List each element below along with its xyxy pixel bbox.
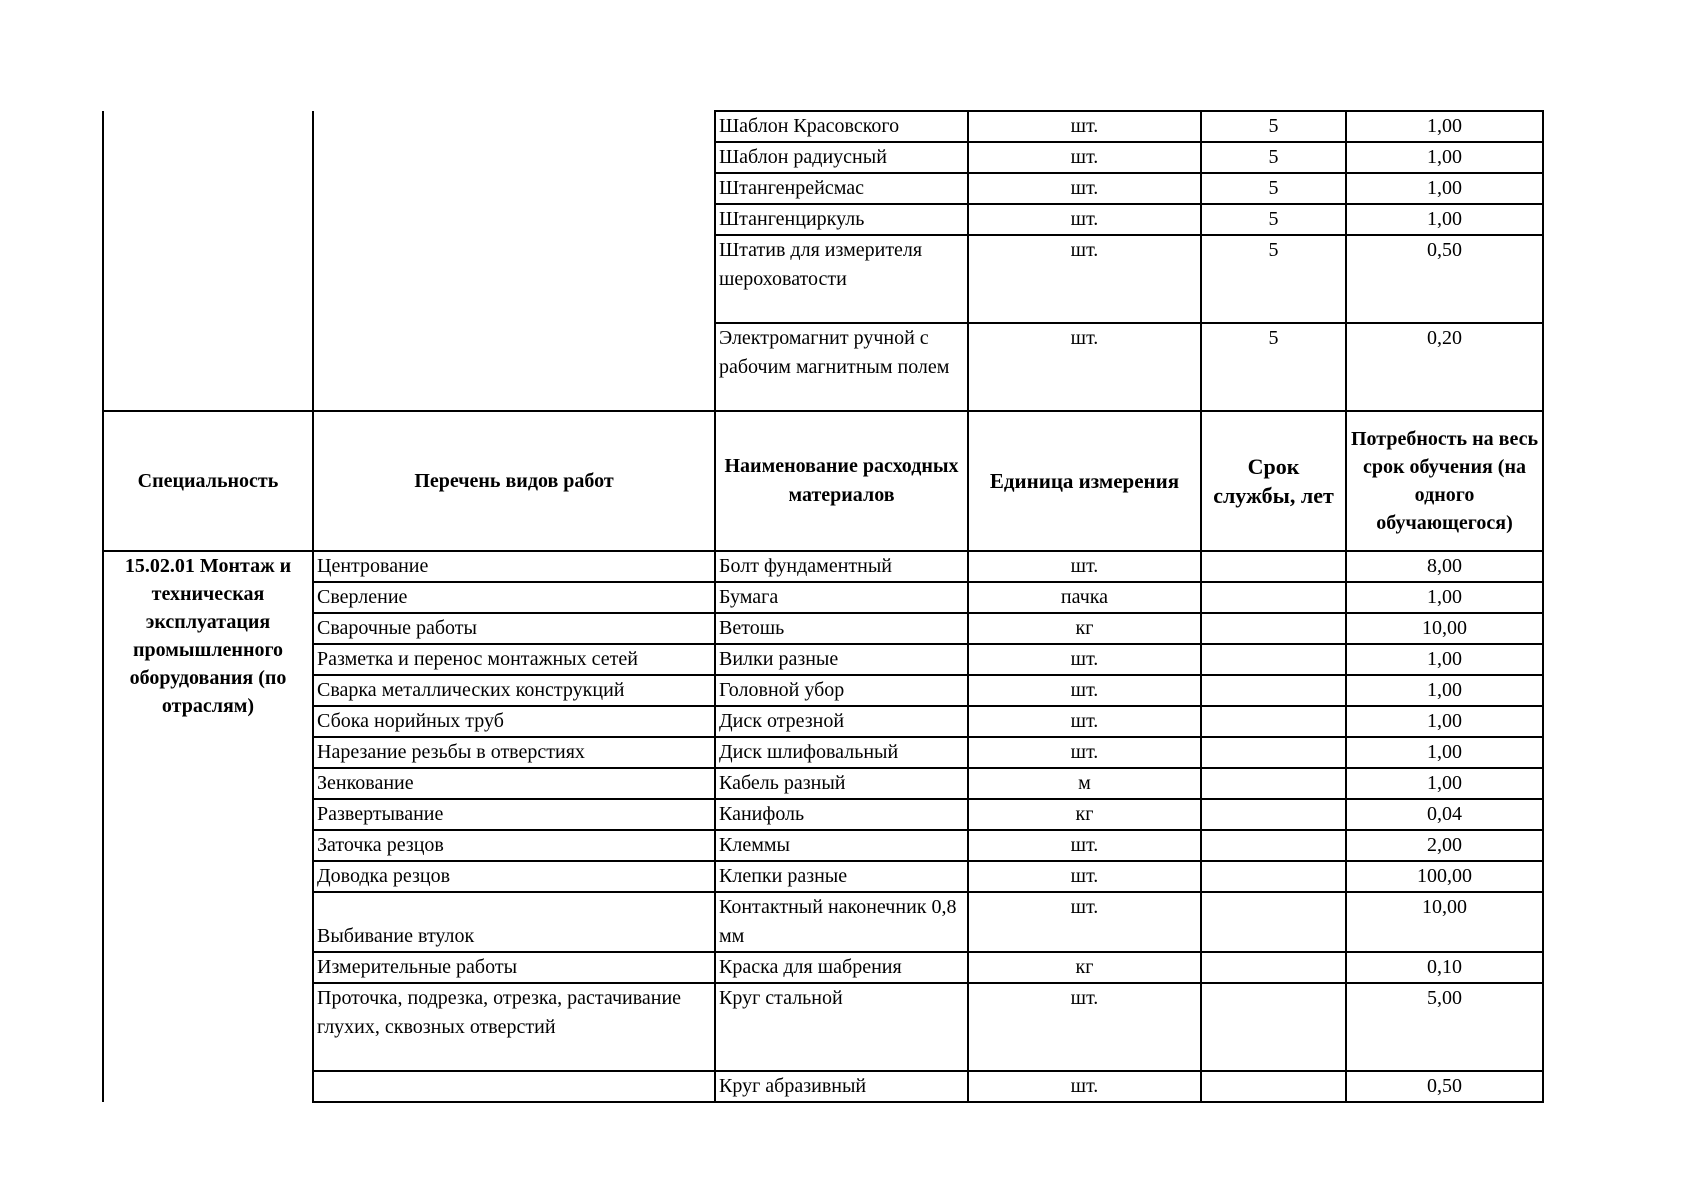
life-cell xyxy=(1201,613,1346,644)
empty-specialty-cell xyxy=(103,111,313,411)
table-row xyxy=(103,830,1543,861)
header-row xyxy=(103,411,1543,551)
life-cell xyxy=(1201,582,1346,613)
header-unit: Единица измерения xyxy=(968,411,1201,551)
material-name: Электромагнит ручной с рабочим магнитным полем xyxy=(715,323,968,411)
table-row xyxy=(103,706,1543,737)
need-cell: 5,00 xyxy=(1346,983,1543,1071)
empty-works-cell xyxy=(313,111,715,411)
life-cell xyxy=(1201,1071,1346,1102)
unit-cell: пачка xyxy=(968,582,1201,613)
work-cell: Проточка, подрезка, отрезка, растачивание глухих, сквозных отверстий xyxy=(313,983,715,1071)
life-cell: 5 xyxy=(1201,173,1346,204)
work-cell: Нарезание резьбы в отверстиях xyxy=(313,737,715,768)
material-name: Круг абразивный xyxy=(715,1071,968,1102)
specialty-cell: 15.02.01 Монтаж и техническая эксплуатация промышленного оборудования (по отраслям) xyxy=(103,551,313,1102)
material-name: Бумага xyxy=(715,582,968,613)
unit-cell: кг xyxy=(968,799,1201,830)
work-cell: Центрование xyxy=(313,551,715,582)
material-name: Краска для шабрения xyxy=(715,952,968,983)
need-cell: 2,00 xyxy=(1346,830,1543,861)
need-cell: 1,00 xyxy=(1346,142,1543,173)
work-cell: Сбока норийных труб xyxy=(313,706,715,737)
unit-cell: шт. xyxy=(968,323,1201,411)
materials-table xyxy=(102,110,1544,1103)
unit-cell: шт. xyxy=(968,983,1201,1071)
unit-cell: шт. xyxy=(968,675,1201,706)
header-specialty: Специальность xyxy=(103,411,313,551)
table-row xyxy=(103,952,1543,983)
life-cell xyxy=(1201,830,1346,861)
table-row xyxy=(103,675,1543,706)
work-cell: Сверление xyxy=(313,582,715,613)
work-cell: Развертывание xyxy=(313,799,715,830)
life-cell xyxy=(1201,952,1346,983)
need-cell: 0,50 xyxy=(1346,1071,1543,1102)
need-cell: 1,00 xyxy=(1346,111,1543,142)
header-materials: Наименование расходных материалов xyxy=(715,411,968,551)
need-cell: 0,50 xyxy=(1346,235,1543,323)
table-row xyxy=(103,892,1543,952)
life-cell xyxy=(1201,706,1346,737)
unit-cell: м xyxy=(968,768,1201,799)
material-name: Штангенрейсмас xyxy=(715,173,968,204)
life-cell: 5 xyxy=(1201,111,1346,142)
need-cell: 1,00 xyxy=(1346,173,1543,204)
unit-cell: кг xyxy=(968,952,1201,983)
unit-cell: шт. xyxy=(968,235,1201,323)
table-row xyxy=(103,582,1543,613)
table-row xyxy=(103,111,1543,142)
need-cell: 100,00 xyxy=(1346,861,1543,892)
life-cell xyxy=(1201,768,1346,799)
material-name: Болт фундаментный xyxy=(715,551,968,582)
unit-cell: шт. xyxy=(968,892,1201,952)
need-cell: 0,04 xyxy=(1346,799,1543,830)
material-name: Шаблон радиусный xyxy=(715,142,968,173)
material-name: Круг стальной xyxy=(715,983,968,1071)
life-cell: 5 xyxy=(1201,323,1346,411)
work-cell xyxy=(313,1071,715,1102)
table-row xyxy=(103,768,1543,799)
life-cell xyxy=(1201,644,1346,675)
material-name: Клеммы xyxy=(715,830,968,861)
life-cell xyxy=(1201,799,1346,830)
need-cell: 1,00 xyxy=(1346,582,1543,613)
material-name: Ветошь xyxy=(715,613,968,644)
work-cell: Сварка металлических конструкций xyxy=(313,675,715,706)
work-cell: Измерительные работы xyxy=(313,952,715,983)
need-cell: 10,00 xyxy=(1346,892,1543,952)
unit-cell: шт. xyxy=(968,551,1201,582)
table-row xyxy=(103,799,1543,830)
need-cell: 1,00 xyxy=(1346,706,1543,737)
need-cell: 0,10 xyxy=(1346,952,1543,983)
unit-cell: шт. xyxy=(968,706,1201,737)
life-cell: 5 xyxy=(1201,204,1346,235)
unit-cell: шт. xyxy=(968,111,1201,142)
material-name: Головной убор xyxy=(715,675,968,706)
work-cell: Разметка и перенос монтажных сетей xyxy=(313,644,715,675)
unit-cell: шт. xyxy=(968,204,1201,235)
table-row xyxy=(103,644,1543,675)
unit-cell: шт. xyxy=(968,644,1201,675)
table-row xyxy=(103,613,1543,644)
life-cell: 5 xyxy=(1201,235,1346,323)
material-name: Контактный наконечник 0,8 мм xyxy=(715,892,968,952)
need-cell: 1,00 xyxy=(1346,737,1543,768)
life-cell: 5 xyxy=(1201,142,1346,173)
unit-cell: шт. xyxy=(968,737,1201,768)
unit-cell: шт. xyxy=(968,173,1201,204)
material-name: Диск отрезной xyxy=(715,706,968,737)
unit-cell: шт. xyxy=(968,830,1201,861)
need-cell: 0,20 xyxy=(1346,323,1543,411)
need-cell: 8,00 xyxy=(1346,551,1543,582)
material-name: Вилки разные xyxy=(715,644,968,675)
header-works: Перечень видов работ xyxy=(313,411,715,551)
header-need: Потребность на весь срок обучения (на одного обучающегося) xyxy=(1346,411,1543,551)
life-cell xyxy=(1201,675,1346,706)
material-name: Диск шлифовальный xyxy=(715,737,968,768)
material-name: Канифоль xyxy=(715,799,968,830)
material-name: Штангенциркуль xyxy=(715,204,968,235)
table-row xyxy=(103,861,1543,892)
unit-cell: шт. xyxy=(968,1071,1201,1102)
life-cell xyxy=(1201,892,1346,952)
life-cell xyxy=(1201,737,1346,768)
table-row xyxy=(103,551,1543,582)
life-cell xyxy=(1201,983,1346,1071)
unit-cell: шт. xyxy=(968,142,1201,173)
material-name: Штатив для измерителя шероховатости xyxy=(715,235,968,323)
material-name: Клепки разные xyxy=(715,861,968,892)
material-name: Шаблон Красовского xyxy=(715,111,968,142)
unit-cell: кг xyxy=(968,613,1201,644)
work-cell: Сварочные работы xyxy=(313,613,715,644)
unit-cell: шт. xyxy=(968,861,1201,892)
work-cell: Доводка резцов xyxy=(313,861,715,892)
table-row xyxy=(103,1071,1543,1102)
material-name: Кабель разный xyxy=(715,768,968,799)
need-cell: 1,00 xyxy=(1346,644,1543,675)
table-row xyxy=(103,983,1543,1071)
life-cell xyxy=(1201,551,1346,582)
need-cell: 1,00 xyxy=(1346,204,1543,235)
work-cell: Выбивание втулок xyxy=(313,892,715,952)
need-cell: 10,00 xyxy=(1346,613,1543,644)
work-cell: Заточка резцов xyxy=(313,830,715,861)
need-cell: 1,00 xyxy=(1346,675,1543,706)
life-cell xyxy=(1201,861,1346,892)
need-cell: 1,00 xyxy=(1346,768,1543,799)
work-cell: Зенкование xyxy=(313,768,715,799)
table-row xyxy=(103,737,1543,768)
header-life: Срок службы, лет xyxy=(1201,411,1346,551)
